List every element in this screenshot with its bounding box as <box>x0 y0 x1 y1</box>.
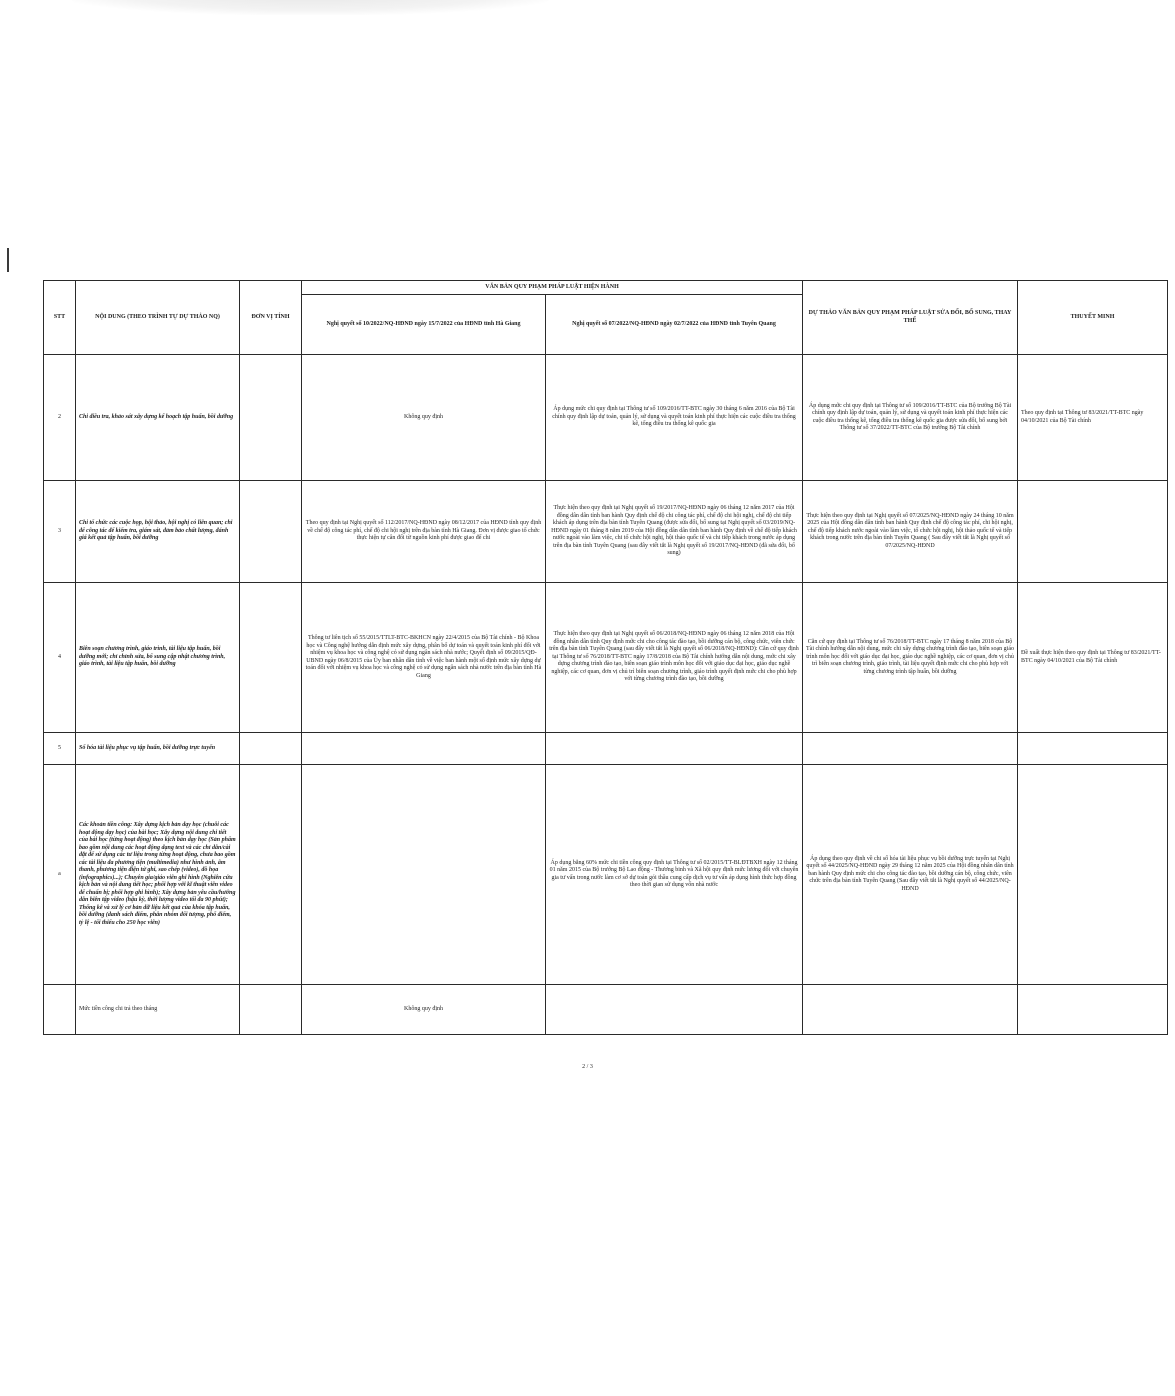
row-current-a <box>302 765 546 985</box>
row-content: Các khoản tiền công: Xây dựng kịch bản dạy học (chuỗi các hoạt động dạy học) của bài học; Xây dựng nội dung chi tiết của bài học (từng hoạt động) theo kịch bản dạy học (Sản phẩm bao gồm nội dung các hoạt động dạng text và các chỉ dẫn/cài đặt để sử dụng các tư liệu trong từng hoạt động, chưa bao gồm các tài liệu đa phương tiện (multimedia) như hình ảnh, âm thanh, phương tiện điện tử ghi, sao chép (video), đồ họa (infographics)...); Chuyên gia/giáo viên ghi hình (Nghiên cứu kịch bản và nội dung tiết học; phối hợp với kĩ thuật viên video để chuẩn bị; phối hợp ghi hình); Xây dựng bản yêu cầu/hướng dẫn biên tập video (hậu kỳ, thời lượng video tối đa 90 phút); Thống kê và xử lý cơ bản dữ liệu kết quả của khóa tập huấn, bồi dưỡng (danh sách điểm, phân nhóm đối tượng, phổ điểm, tỷ lệ - tối thiểu cho 250 học viên) <box>76 765 240 985</box>
row-unit <box>240 355 302 481</box>
comparison-table <box>43 280 1168 1035</box>
table-row <box>44 481 1168 583</box>
header-unit: ĐƠN VỊ TÍNH <box>240 281 302 355</box>
row-explanation <box>1018 733 1168 765</box>
page-edge-mark <box>7 248 9 272</box>
row-draft: Áp dụng mức chi quy định tại Thông tư số 109/2016/TT-BTC của Bộ trưởng Bộ Tài chính quy định lập dự toán, quản lý, sử dụng và quyết toán kinh phí thực hiện các cuộc điều tra thống kê, tổng điều tra thống kê quốc gia được sửa đổi, bổ sung bởi Thông tư số 37/2022/TT-BTC của Bộ trưởng Bộ Tài chính <box>803 355 1018 481</box>
row-current-a <box>302 733 546 765</box>
header-current-b: Nghị quyết số 07/2022/NQ-HĐND ngày 02/7/2022 của HĐND tỉnh Tuyên Quang <box>546 295 803 355</box>
row-content: Chi điều tra, khảo sát xây dựng kế hoạch tập huấn, bồi dưỡng <box>76 355 240 481</box>
photo-top-shadow <box>60 0 560 15</box>
table-row <box>44 583 1168 733</box>
row-current-a: Không quy định <box>302 985 546 1035</box>
page-number: 2 / 3 <box>582 1064 593 1070</box>
row-unit <box>240 733 302 765</box>
row-explanation <box>1018 985 1168 1035</box>
table-row <box>44 985 1168 1035</box>
row-unit <box>240 481 302 583</box>
row-unit <box>240 765 302 985</box>
row-current-a: Thông tư liên tịch số 55/2015/TTLT-BTC-BKHCN ngày 22/4/2015 của Bộ Tài chính - Bộ Khoa học và Công nghệ hướng dẫn định mức xây dựng, phân bổ dự toán và quyết toán kinh phí đối với nhiệm vụ khoa học và công nghệ có sử dụng ngân sách nhà nước; Quyết định số 09/2015/QĐ-UBND ngày 06/8/2015 của Ủy ban nhân dân tỉnh về việc ban hành một số định mức xây dựng dự toán đối với nhiệm vụ khoa học và công nghệ có sử dụng ngân sách nhà nước trên địa bàn tỉnh Hà Giang <box>302 583 546 733</box>
row-current-b: Thực hiện theo quy định tại Nghị quyết số 19/2017/NQ-HĐND ngày 06 tháng 12 năm 2017 của Hội đồng dân dân tỉnh ban hành Quy định chế độ chi công tác phí, chế độ chi hội nghị, chế độ chi tiếp khách áp dụng trên địa bàn tỉnh Tuyên Quang (được sửa đổi, bổ sung tại Nghị quyết số 03/2019/NQ-HĐND ngày 01 tháng 8 năm 2019 của Hội đồng dân dân tỉnh ban hành Quy định về chế độ tiếp khách nước ngoài vào làm việc, chi tổ chức hội nghị, hội thảo quốc tế và chi tiếp khách trong nước áp dụng trên địa bàn tỉnh Tuyên Quang (sau đây viết tắt là Nghị quyết số 19/2017/NQ-HĐND (đã sửa đổi, bổ sung) <box>546 481 803 583</box>
row-stt: 5 <box>44 733 76 765</box>
header-explanation: THUYẾT MINH <box>1018 281 1168 355</box>
table-row <box>44 355 1168 481</box>
row-current-b <box>546 733 803 765</box>
table-row <box>44 765 1168 985</box>
table-row <box>44 733 1168 765</box>
row-draft: Áp dụng theo quy định về chi số hóa tài liệu phục vụ bồi dưỡng trực tuyến tại Nghị quyết số 44/2025/NQ-HĐND ngày 29 tháng 12 năm 2025 của Hội đồng nhân dân tỉnh ban hành Quy định mức chi cho công tác đào tạo, bồi dưỡng cán bộ, công chức, viên chức trên địa bàn tỉnh Tuyên Quang (Sau đây viết tắt là Nghị quyết số 44/2025/NQ-HĐND <box>803 765 1018 985</box>
row-draft: Căn cứ quy định tại Thông tư số 76/2018/TT-BTC ngày 17 tháng 8 năm 2018 của Bộ Tài chính hướng dẫn nội dung, mức chi xây dựng chương trình đào tạo, biên soạn giáo trình môn học đối với giáo dục đại học, giáo dục nghề nghiệp, các cơ quan, đơn vị chủ trì biên soạn chương trình, giáo trình, tài liệu quyết định mức chi cho phù hợp với từng chương trình tập huấn, bồi dưỡng <box>803 583 1018 733</box>
header-draft: DỰ THẢO VĂN BẢN QUY PHẠM PHÁP LUẬT SỬA ĐỔI, BỔ SUNG, THAY THẾ <box>803 281 1018 355</box>
row-current-b: Áp dụng bằng 60% mức chi tiền công quy định tại Thông tư số 02/2015/TT-BLĐTBXH ngày 12 tháng 01 năm 2015 của Bộ trưởng Bộ Lao động - Thương binh và Xã hội quy định mức lương đối với chuyên gia tư vấn trong nước làm cơ sở dự toán gói thầu cung cấp dịch vụ tư vấn áp dụng hình thức hợp đồng theo thời gian sử dụng vốn nhà nước <box>546 765 803 985</box>
row-draft <box>803 985 1018 1035</box>
header-current-a: Nghị quyết số 10/2022/NQ-HĐND ngày 15/7/2022 của HĐND tỉnh Hà Giang <box>302 295 546 355</box>
row-content: Số hóa tài liệu phục vụ tập huấn, bồi dưỡng trực tuyến <box>76 733 240 765</box>
row-current-b <box>546 985 803 1035</box>
row-stt: 4 <box>44 583 76 733</box>
row-explanation: Theo quy định tại Thông tư 83/2021/TT-BTC ngày 04/10/2021 của Bộ Tài chính <box>1018 355 1168 481</box>
row-stt: 2 <box>44 355 76 481</box>
row-current-b: Thực hiện theo quy định tại Nghị quyết số 06/2018/NQ-HĐND ngày 06 tháng 12 năm 2018 của Hội đồng nhân dân tỉnh Quy định mức chi cho công tác đào tạo, bồi dưỡng cán bộ, công chức, viên chức trên địa bàn tỉnh Tuyên Quang (sau đây viết tắt là Nghị quyết số 06/2018/NQ-HĐND): Căn cứ quy định tại Thông tư số 76/2018/TT-BTC ngày 17/8/2018 của Bộ Tài chính hướng dẫn nội dung, mức chi xây dựng chương trình đào tạo, biên soạn giáo trình môn học đối với giáo dục đại học, giáo dục nghề nghiệp, các cơ quan, đơn vị chủ trì biên soạn chương trình, giáo trình quyết định mức chi cho phù hợp với từng chương trình đào tạo, bồi dưỡng <box>546 583 803 733</box>
row-stt: 3 <box>44 481 76 583</box>
header-stt: STT <box>44 281 76 355</box>
row-content: Mức tiền công chi trả theo tháng <box>76 985 240 1035</box>
row-stt: a <box>44 765 76 985</box>
row-content: Biên soạn chương trình, giáo trình, tài liệu tập huấn, bồi dưỡng mới; chỉ chỉnh sửa, bổ sung cập nhật chương trình, giáo trình, tài liệu tập huấn, bồi dưỡng <box>76 583 240 733</box>
row-content: Chi tổ chức các cuộc họp, hội thảo, hội nghị có liên quan; chi để công tác để kiểm tra, giám sát, đảm bảo chất lượng, đánh giá kết quả tập huấn, bồi dưỡng <box>76 481 240 583</box>
row-unit <box>240 583 302 733</box>
row-draft: Thực hiện theo quy định tại Nghị quyết số 07/2025/NQ-HĐND ngày 24 tháng 10 năm 2025 của Hội đồng dân dân tỉnh ban hành Quy định chế độ công tác phí, chi hội nghị, chế độ tiếp khách nước ngoài vào làm việc, tổ chức hội nghị, hội thảo quốc tế và tiếp khách trong nước trên địa bàn tỉnh Tuyên Quang ( Sau đây viết tắt là Nghị quyết số 07/2025/NQ-HĐND <box>803 481 1018 583</box>
row-explanation <box>1018 765 1168 985</box>
row-explanation <box>1018 481 1168 583</box>
row-current-b: Áp dụng mức chi quy định tại Thông tư số 109/2016/TT-BTC ngày 30 tháng 6 năm 2016 của Bộ Tài chính quy định lập dự toán, quản lý, sử dụng và quyết toán kinh phí thực hiện các cuộc điều tra thống kê, tổng điều tra thống kê quốc gia <box>546 355 803 481</box>
header-current-group: VĂN BẢN QUY PHẠM PHÁP LUẬT HIỆN HÀNH <box>302 281 803 295</box>
row-explanation: Đề xuất thực hiện theo quy định tại Thông tư 83/2021/TT-BTC ngày 04/10/2021 của Bộ Tài chính <box>1018 583 1168 733</box>
header-content: NỘI DUNG (THEO TRÌNH TỰ DỰ THẢO NQ) <box>76 281 240 355</box>
row-unit <box>240 985 302 1035</box>
row-current-a: Theo quy định tại Nghị quyết số 112/2017/NQ-HĐND ngày 08/12/2017 của HĐND tỉnh quy định về chế độ công tác phí, chế độ chi hội nghị trên địa bàn tỉnh Hà Giang. Đơn vị được giao tổ chức thực hiện tự cân đối từ nguồn kinh phí được giao để chi <box>302 481 546 583</box>
row-stt <box>44 985 76 1035</box>
row-current-a: Không quy định <box>302 355 546 481</box>
row-draft <box>803 733 1018 765</box>
